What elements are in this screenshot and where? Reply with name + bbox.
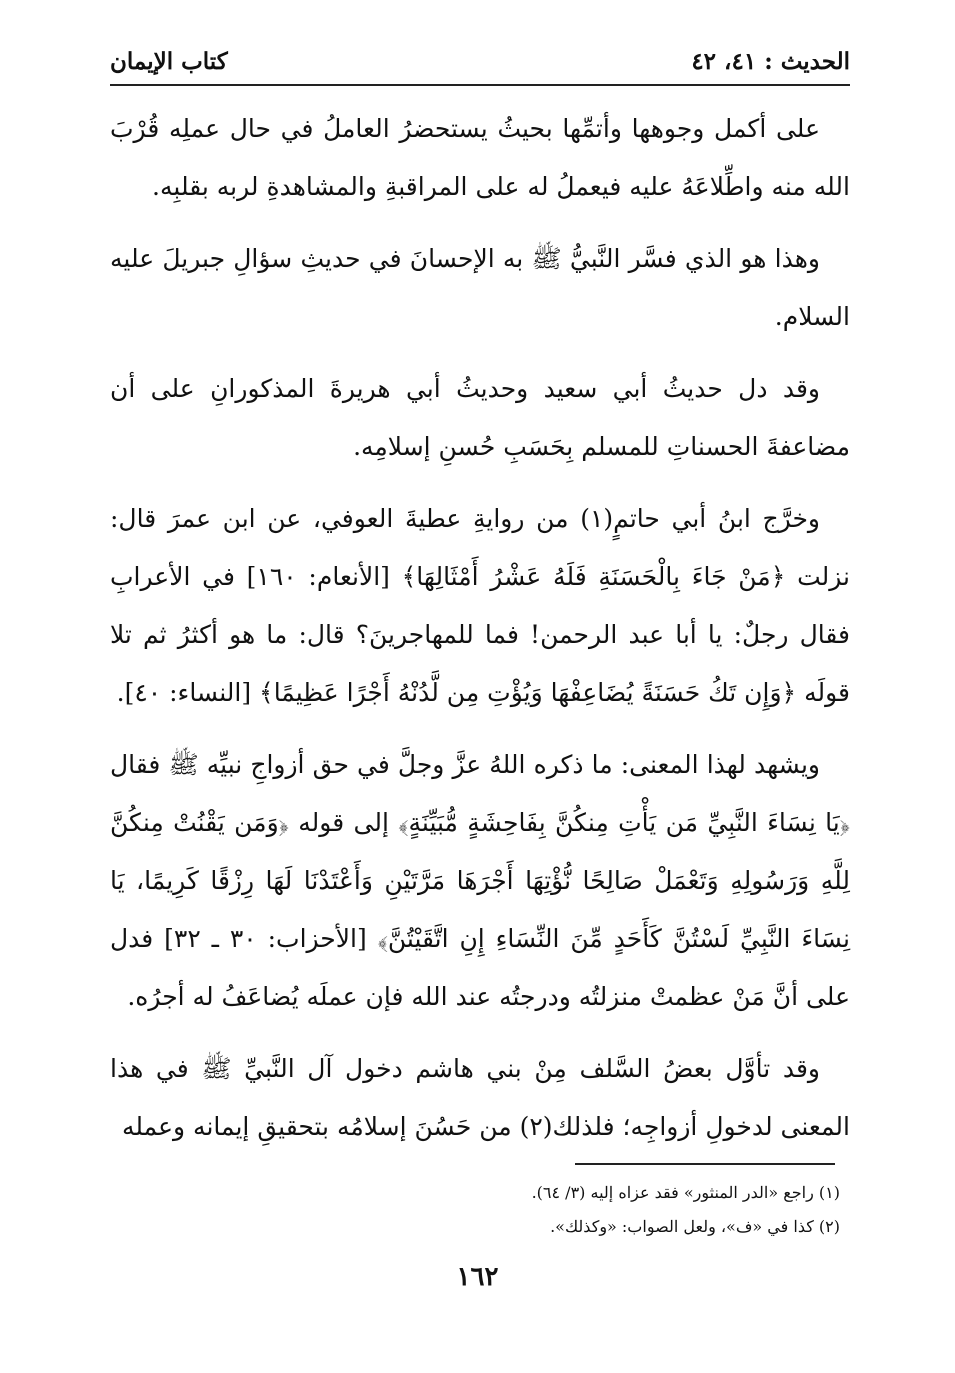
footnote-2: (٢) كذا في «ف»، ولعل الصواب: «وكذلك».	[550, 1217, 840, 1236]
footnote-1: (١) راجع «الدر المنثور» فقد عزاه إليه (٣/ ٦٤).	[531, 1183, 840, 1202]
footnote-separator	[575, 1163, 835, 1165]
footnotes	[110, 1176, 840, 1244]
body-text	[110, 100, 850, 1170]
page-number: ١٦٢	[456, 1262, 499, 1292]
paragraph-4: وخرَّج ابنُ أبي حاتمٍ(١) من روايةِ عطيةَ العوفي، عن ابن عمرَ قال: نزلت ﴿مَنْ جَاءَ بِالْحَسَنَةِ فَلَهُ عَشْرُ أَمْثَالِهَا﴾ [الأنعام: ١٦٠] في الأعرابِ فقال رجلٌ: يا أبا عبد الرحمن! فما للمهاجرينَ؟ قال: ما هو أكثرُ ثم تلا قولَه ﴿وَإِن تَكُ حَسَنَةً يُضَاعِفْهَا وَيُؤْتِ مِن لَّدُنْهُ أَجْرًا عَظِيمًا﴾ [النساء: ٤٠].	[110, 504, 850, 707]
paragraph-3: وقد دل حديثُ أبي سعيد وحديثُ أبي هريرةَ المذكورانِ على أن مضاعفةَ الحسناتِ للمسلم بِحَسَبِ حُسنِ إسلامِه.	[110, 374, 850, 461]
paragraph-2: وهذا هو الذي فسَّر النَّبيُّ ﷺ به الإحسانَ في حديثِ سؤالِ جبريلَ عليه السلام.	[110, 244, 850, 331]
paragraph-6: وقد تأوَّل بعضُ السَّلف مِنْ بني هاشم دخول آل النَّبيِّ ﷺ في هذا المعنى لدخولِ أزواجِه؛ فلذلك(٢) من حَسُنَ إسلامُه بتحقيقِ إيمانه وعمله	[110, 1054, 850, 1141]
header-rule	[110, 84, 850, 86]
paragraph-5: ويشهد لهذا المعنى: ما ذكره اللهُ عزَّ وجلَّ في حق أزواجِ نبيِّه ﷺ فقال ﴿يَا نِسَاءَ النَّبِيِّ مَن يَأْتِ مِنكُنَّ بِفَاحِشَةٍ مُّبَيِّنَةٍ﴾ إلى قوله ﴿وَمَن يَقْنُتْ مِنكُنَّ لِلَّهِ وَرَسُولِهِ وَتَعْمَلْ صَالِحًا نُّؤْتِهَا أَجْرَهَا مَرَّتَيْنِ وَأَعْتَدْنَا لَهَا رِزْقًا كَرِيمًا، يَا نِسَاءَ النَّبِيِّ لَسْتُنَّ كَأَحَدٍ مِّنَ النِّسَاءِ إِنِ اتَّقَيْتُنَّ﴾ [الأحزاب: ٣٠ ـ ٣٢] فدل على أنَّ مَنْ عظمتْ منزلتُه ودرجتُه عند الله فإن عملَه يُضاعَفُ له أجرُه.	[110, 750, 851, 1011]
running-header	[110, 40, 850, 86]
book-title: كتاب الإيمان	[110, 48, 228, 75]
paragraph-1: على أكمل وجوهها وأتمِّها بحيثُ يستحضرُ العاملُ في حال عملِه قُرْبَ الله منه واطِّلاعَهُ عليه فيعملُ له على المراقبةِ والمشاهدةِ لربه بقلبِه.	[110, 114, 850, 201]
hadith-reference: الحديث : ٤١، ٤٢	[691, 48, 850, 75]
